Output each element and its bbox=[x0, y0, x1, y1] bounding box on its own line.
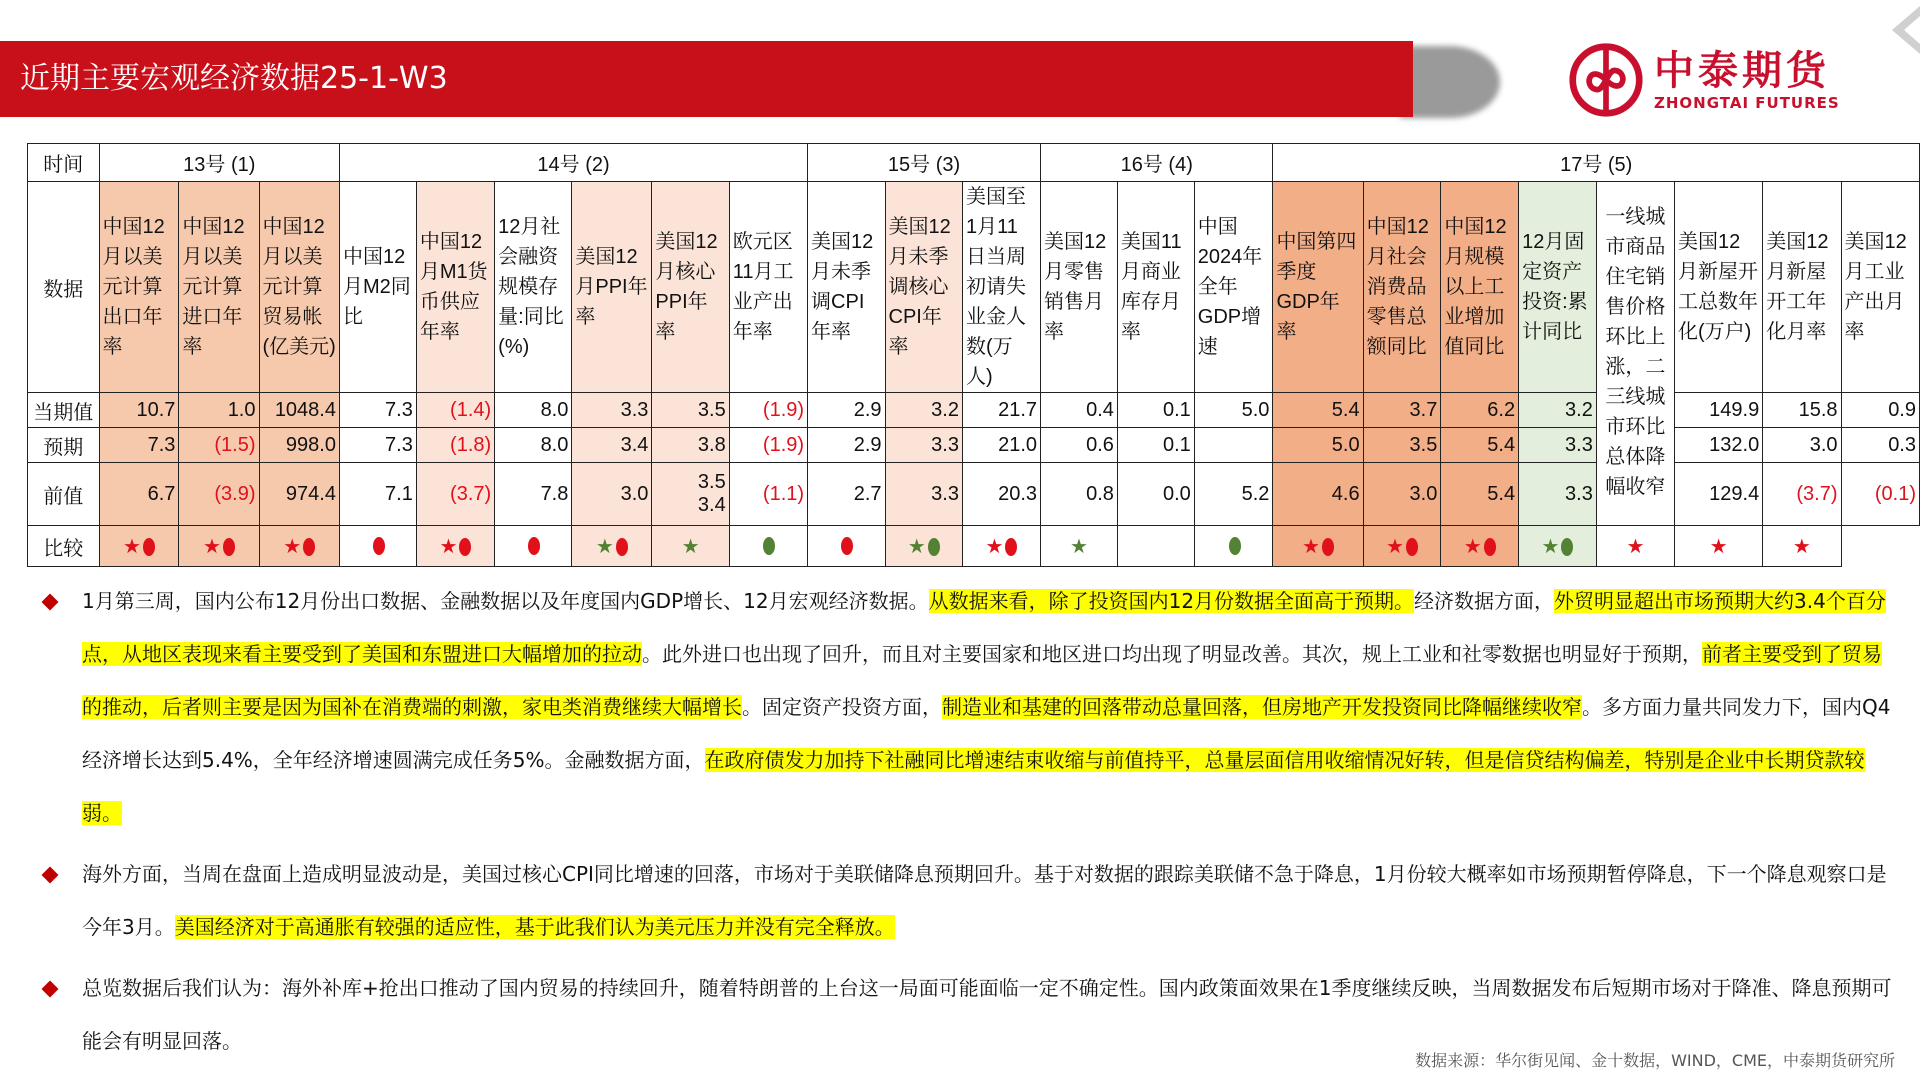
value-cell: (0.1) bbox=[1841, 463, 1919, 526]
original-value: 3.5 bbox=[697, 471, 726, 493]
body-text: 海外方面，当周在盘面上造成明显波动是，美国过核心CPI同比增速的回落，市场对于美联储降息预期回升。基于对数据的跟踪美联储不急于降息，1月份较大概率如市场预期暂停降息，下一个降息观察口是今年3月。 bbox=[82, 862, 1887, 939]
logo-english-name: ZHONGTAI FUTURES bbox=[1654, 94, 1840, 112]
indicator-name: 中国2024年全年GDP增速 bbox=[1194, 182, 1273, 393]
value-cell: 0.1 bbox=[1117, 393, 1194, 428]
value-cell: 5.0 bbox=[1273, 428, 1363, 463]
value-cell: 0.8 bbox=[1041, 463, 1118, 526]
value-cell: 15.8 bbox=[1763, 393, 1841, 428]
diamond-bullet-icon bbox=[42, 594, 59, 611]
value-cell: 0.6 bbox=[1041, 428, 1118, 463]
highlighted-text: 在政府债发力加持下社融同比增速结束收缩与前值持平，总量层面信用收缩情况好转，但是信贷结构偏差，特别是企业中长期贷款较弱。 bbox=[82, 748, 1865, 825]
comparison-cell bbox=[416, 526, 494, 567]
star-icon: ★ bbox=[1302, 535, 1320, 558]
star-icon: ★ bbox=[439, 535, 458, 558]
value-cell: 0.3 bbox=[1841, 428, 1919, 463]
value-cell: 3.0 bbox=[1363, 463, 1441, 526]
body-text: 。固定资产投资方面， bbox=[742, 695, 942, 719]
comparison-cell bbox=[808, 526, 885, 567]
comparison-cell bbox=[1519, 526, 1597, 567]
value-cell: 6.7 bbox=[99, 463, 179, 526]
indicator-name: 美国12月未季调核心CPI年率 bbox=[885, 182, 962, 393]
indicator-name: 美国11月商业库存月率 bbox=[1117, 182, 1194, 393]
value-cell: 1.0 bbox=[179, 393, 259, 428]
page-title: 近期主要宏观经济数据25-1-W3 bbox=[20, 61, 448, 96]
highlighted-text: 制造业和基建的回落带动总量回落，但房地产开发投资同比降幅继续收窄 bbox=[942, 695, 1582, 719]
value-cell bbox=[652, 463, 729, 526]
indicator-name: 中国12月以美元计算贸易帐(亿美元) bbox=[259, 182, 339, 393]
comparison-cell bbox=[652, 526, 729, 567]
comparison-cell bbox=[1763, 526, 1841, 567]
dot-icon bbox=[303, 538, 315, 556]
dot-icon bbox=[459, 538, 471, 556]
value-cell: (1.9) bbox=[729, 428, 807, 463]
value-cell: 998.0 bbox=[259, 428, 339, 463]
title-bar-shadow bbox=[1400, 46, 1500, 118]
indicator-name: 欧元区11月工业产出年率 bbox=[729, 182, 807, 393]
value-cell: 5.4 bbox=[1441, 463, 1519, 526]
zhongtai-logo-icon bbox=[1568, 42, 1644, 118]
star-icon: ★ bbox=[1709, 535, 1728, 558]
dot-icon bbox=[1229, 537, 1241, 555]
indicator-name: 美国12月工业产出月率 bbox=[1841, 182, 1919, 393]
indicator-name-row bbox=[28, 182, 1920, 393]
star-icon: ★ bbox=[123, 535, 141, 558]
date-group-header: 17号 (5) bbox=[1273, 144, 1920, 182]
indicator-name: 美国12月新屋开工总数年化(万户) bbox=[1675, 182, 1763, 393]
value-cell: (3.7) bbox=[1763, 463, 1841, 526]
value-cell: 20.3 bbox=[962, 463, 1040, 526]
comparison-cell bbox=[495, 526, 572, 567]
date-group-header: 13号 (1) bbox=[99, 144, 339, 182]
comparison-cell bbox=[1675, 526, 1763, 567]
star-icon: ★ bbox=[202, 535, 221, 558]
value-cell: (1.9) bbox=[729, 393, 807, 428]
value-cell: 8.0 bbox=[495, 393, 572, 428]
dot-icon bbox=[763, 537, 775, 555]
data-label: 数据 bbox=[28, 182, 100, 393]
indicator-name: 12月社会融资规模存量:同比(%) bbox=[495, 182, 572, 393]
value-cell: 3.0 bbox=[1763, 428, 1841, 463]
value-cell: 3.5 bbox=[652, 393, 729, 428]
group-header-row bbox=[28, 144, 1920, 182]
comparison-cell bbox=[1041, 526, 1118, 567]
dot-icon bbox=[223, 538, 235, 556]
indicator-name: 美国12月新屋开工年化月率 bbox=[1763, 182, 1841, 393]
value-cell: 5.4 bbox=[1273, 393, 1363, 428]
value-cell: 7.3 bbox=[99, 428, 179, 463]
value-cell: 21.0 bbox=[962, 428, 1040, 463]
dot-icon bbox=[373, 537, 385, 555]
indicator-name: 中国12月规模以上工业增加值同比 bbox=[1441, 182, 1519, 393]
row-label: 比较 bbox=[28, 526, 100, 567]
value-cell: 7.8 bbox=[495, 463, 572, 526]
value-cell: 0.1 bbox=[1117, 428, 1194, 463]
highlighted-text: 美国经济对于高通胀有较强的适应性，基于此我们认为美元压力并没有完全释放。 bbox=[174, 915, 895, 939]
value-cell: 3.8 bbox=[652, 428, 729, 463]
value-cell: 3.4 bbox=[572, 428, 652, 463]
indicator-name: 美国12月PPI年率 bbox=[572, 182, 652, 393]
value-cell: 0.4 bbox=[1041, 393, 1118, 428]
diamond-bullet-icon bbox=[42, 867, 59, 884]
star-icon: ★ bbox=[1463, 535, 1482, 558]
dot-icon bbox=[528, 537, 540, 555]
value-cell: 974.4 bbox=[259, 463, 339, 526]
star-icon: ★ bbox=[1541, 535, 1560, 558]
dot-icon bbox=[1561, 538, 1573, 556]
indicator-name: 中国12月以美元计算进口年率 bbox=[179, 182, 259, 393]
value-cell: 5.4 bbox=[1441, 428, 1519, 463]
indicator-name: 美国12月核心PPI年率 bbox=[652, 182, 729, 393]
value-cell: (1.4) bbox=[416, 393, 494, 428]
value-cell: 2.9 bbox=[808, 393, 885, 428]
comparison-cell bbox=[885, 526, 962, 567]
value-cell: 5.0 bbox=[1194, 393, 1273, 428]
value-cell: 129.4 bbox=[1675, 463, 1763, 526]
value-cell: (3.7) bbox=[416, 463, 494, 526]
body-text: 经济数据方面， bbox=[1414, 589, 1555, 613]
value-cell: 3.7 bbox=[1363, 393, 1441, 428]
star-icon: ★ bbox=[1626, 535, 1645, 558]
comparison-cell bbox=[179, 526, 259, 567]
value-cell: 3.3 bbox=[572, 393, 652, 428]
row-label: 前值 bbox=[28, 463, 100, 526]
body-text: 。此外进口也出现了回升，而且对主要国家和地区进口均出现了明显改善。其次，规上工业和社零数据也明显好于预期， bbox=[642, 642, 1702, 666]
comparison-cell bbox=[1273, 526, 1363, 567]
body-text: 。多方面力量共同发力下，国内Q4经济增长达到5.4%，全年经济增速圆满完成任务5%。金融数据方面， bbox=[82, 695, 1891, 772]
highlighted-text: 从数据来看，除了投资国内12月份数据全面高于预期。 bbox=[928, 589, 1415, 613]
value-cell: (1.8) bbox=[416, 428, 494, 463]
revised-value: 3.4 bbox=[697, 494, 726, 516]
comparison-cell bbox=[729, 526, 807, 567]
value-cell: 3.3 bbox=[1519, 428, 1597, 463]
commentary-list bbox=[40, 575, 1895, 1076]
indicator-name: 中国12月M1货币供应年率 bbox=[416, 182, 494, 393]
dot-icon bbox=[143, 538, 155, 556]
indicator-name: 中国12月社会消费品零售总额同比 bbox=[1363, 182, 1441, 393]
star-icon: ★ bbox=[1792, 535, 1811, 558]
value-cell: 3.3 bbox=[885, 463, 962, 526]
value-cell: 5.2 bbox=[1194, 463, 1273, 526]
row-label: 当期值 bbox=[28, 393, 100, 428]
value-cell: 21.7 bbox=[962, 393, 1040, 428]
macro-data-table bbox=[27, 143, 1920, 567]
value-cell: 3.2 bbox=[1519, 393, 1597, 428]
highlighted-text: 前者主要受到了贸易的推动，后者则主要是因为国补在消费端的刺激，家电类消费继续大幅增长 bbox=[82, 642, 1882, 719]
star-icon: ★ bbox=[1385, 535, 1404, 558]
dot-icon bbox=[1005, 538, 1017, 556]
star-icon: ★ bbox=[985, 535, 1004, 558]
comparison-cell bbox=[1596, 526, 1674, 567]
comparison-cell bbox=[572, 526, 652, 567]
star-icon: ★ bbox=[681, 535, 700, 558]
dot-icon bbox=[841, 537, 853, 555]
dot-icon bbox=[616, 538, 628, 556]
value-cell: 7.3 bbox=[339, 393, 416, 428]
indicator-name: 12月固定资产投资:累计同比 bbox=[1519, 182, 1597, 393]
logo-chinese-name: 中泰期货 bbox=[1654, 48, 1830, 94]
value-cell: 10.7 bbox=[99, 393, 179, 428]
dot-icon bbox=[928, 538, 940, 556]
value-cell: 3.2 bbox=[885, 393, 962, 428]
commentary-paragraph bbox=[40, 848, 1895, 954]
comparison-row bbox=[28, 526, 1920, 567]
value-cell: (1.5) bbox=[179, 428, 259, 463]
comparison-cell bbox=[1194, 526, 1273, 567]
time-label: 时间 bbox=[28, 144, 100, 182]
value-cell: 6.2 bbox=[1441, 393, 1519, 428]
value-cell: 1048.4 bbox=[259, 393, 339, 428]
value-cell: (3.9) bbox=[179, 463, 259, 526]
value-cell: 149.9 bbox=[1675, 393, 1763, 428]
value-cell: 8.0 bbox=[495, 428, 572, 463]
value-cell: 7.3 bbox=[339, 428, 416, 463]
value-cell: 4.6 bbox=[1273, 463, 1363, 526]
date-group-header: 15号 (3) bbox=[808, 144, 1041, 182]
value-cell: 0.0 bbox=[1117, 463, 1194, 526]
comparison-cell bbox=[1117, 526, 1194, 567]
value-cell: 3.0 bbox=[572, 463, 652, 526]
value-cell: (1.1) bbox=[729, 463, 807, 526]
star-icon: ★ bbox=[907, 535, 926, 558]
star-icon: ★ bbox=[283, 535, 302, 558]
comparison-cell bbox=[962, 526, 1040, 567]
star-icon: ★ bbox=[595, 535, 614, 558]
value-cell bbox=[1194, 428, 1273, 463]
date-group-header: 14号 (2) bbox=[339, 144, 807, 182]
highlighted-text: 外贸明显超出市场预期大约3.4个百分点，从地区表现来看主要受到了美国和东盟进口大幅增加的拉动 bbox=[82, 589, 1886, 666]
dot-icon bbox=[1322, 538, 1334, 556]
indicator-name: 美国12月未季调CPI年率 bbox=[808, 182, 885, 393]
value-cell: 0.9 bbox=[1841, 393, 1919, 428]
indicator-name: 中国12月以美元计算出口年率 bbox=[99, 182, 179, 393]
value-cell: 3.5 bbox=[1363, 428, 1441, 463]
indicator-name: 美国至1月11日当周初请失业金人数(万人) bbox=[962, 182, 1040, 393]
comparison-cell bbox=[259, 526, 339, 567]
diamond-bullet-icon bbox=[42, 981, 59, 998]
body-text: 总览数据后我们认为：海外补库+抢出口推动了国内贸易的持续回升，随着特朗普的上台这一局面可能面临一定不确定性。国内政策面效果在1季度继续反映，当周数据发布后短期市场对于降准、降息预期可能会有明显回落。 bbox=[82, 976, 1892, 1053]
indicator-name: 中国12月M2同比 bbox=[339, 182, 416, 393]
body-text: 1月第三周，国内公布12月份出口数据、金融数据以及年度国内GDP增长、12月宏观经济数据。 bbox=[82, 589, 929, 613]
date-group-header: 16号 (4) bbox=[1041, 144, 1273, 182]
value-cell: 2.9 bbox=[808, 428, 885, 463]
commentary-paragraph bbox=[40, 575, 1895, 840]
value-cell: 7.1 bbox=[339, 463, 416, 526]
dot-icon bbox=[1484, 538, 1496, 556]
dot-icon bbox=[1406, 538, 1418, 556]
indicator-name: 一线城市商品住宅销售价格环比上涨，二三线城市环比总体降幅收窄 bbox=[1596, 182, 1674, 526]
value-cell: 132.0 bbox=[1675, 428, 1763, 463]
star-icon: ★ bbox=[1070, 535, 1088, 558]
value-cell: 3.3 bbox=[885, 428, 962, 463]
comparison-cell bbox=[1441, 526, 1519, 567]
value-cell: 3.3 bbox=[1519, 463, 1597, 526]
value-cell: 2.7 bbox=[808, 463, 885, 526]
data-source-note: 数据来源：华尔街见闻、金十数据，WIND，CME，中泰期货研究所 bbox=[1415, 1051, 1895, 1070]
chevron-left-icon[interactable] bbox=[1892, 6, 1920, 54]
indicator-name: 美国12月零售销售月率 bbox=[1041, 182, 1118, 393]
comparison-cell bbox=[339, 526, 416, 567]
comparison-cell bbox=[99, 526, 179, 567]
comparison-cell bbox=[1363, 526, 1441, 567]
indicator-name: 中国第四季度GDP年率 bbox=[1273, 182, 1363, 393]
company-logo bbox=[1568, 42, 1840, 118]
row-label: 预期 bbox=[28, 428, 100, 463]
